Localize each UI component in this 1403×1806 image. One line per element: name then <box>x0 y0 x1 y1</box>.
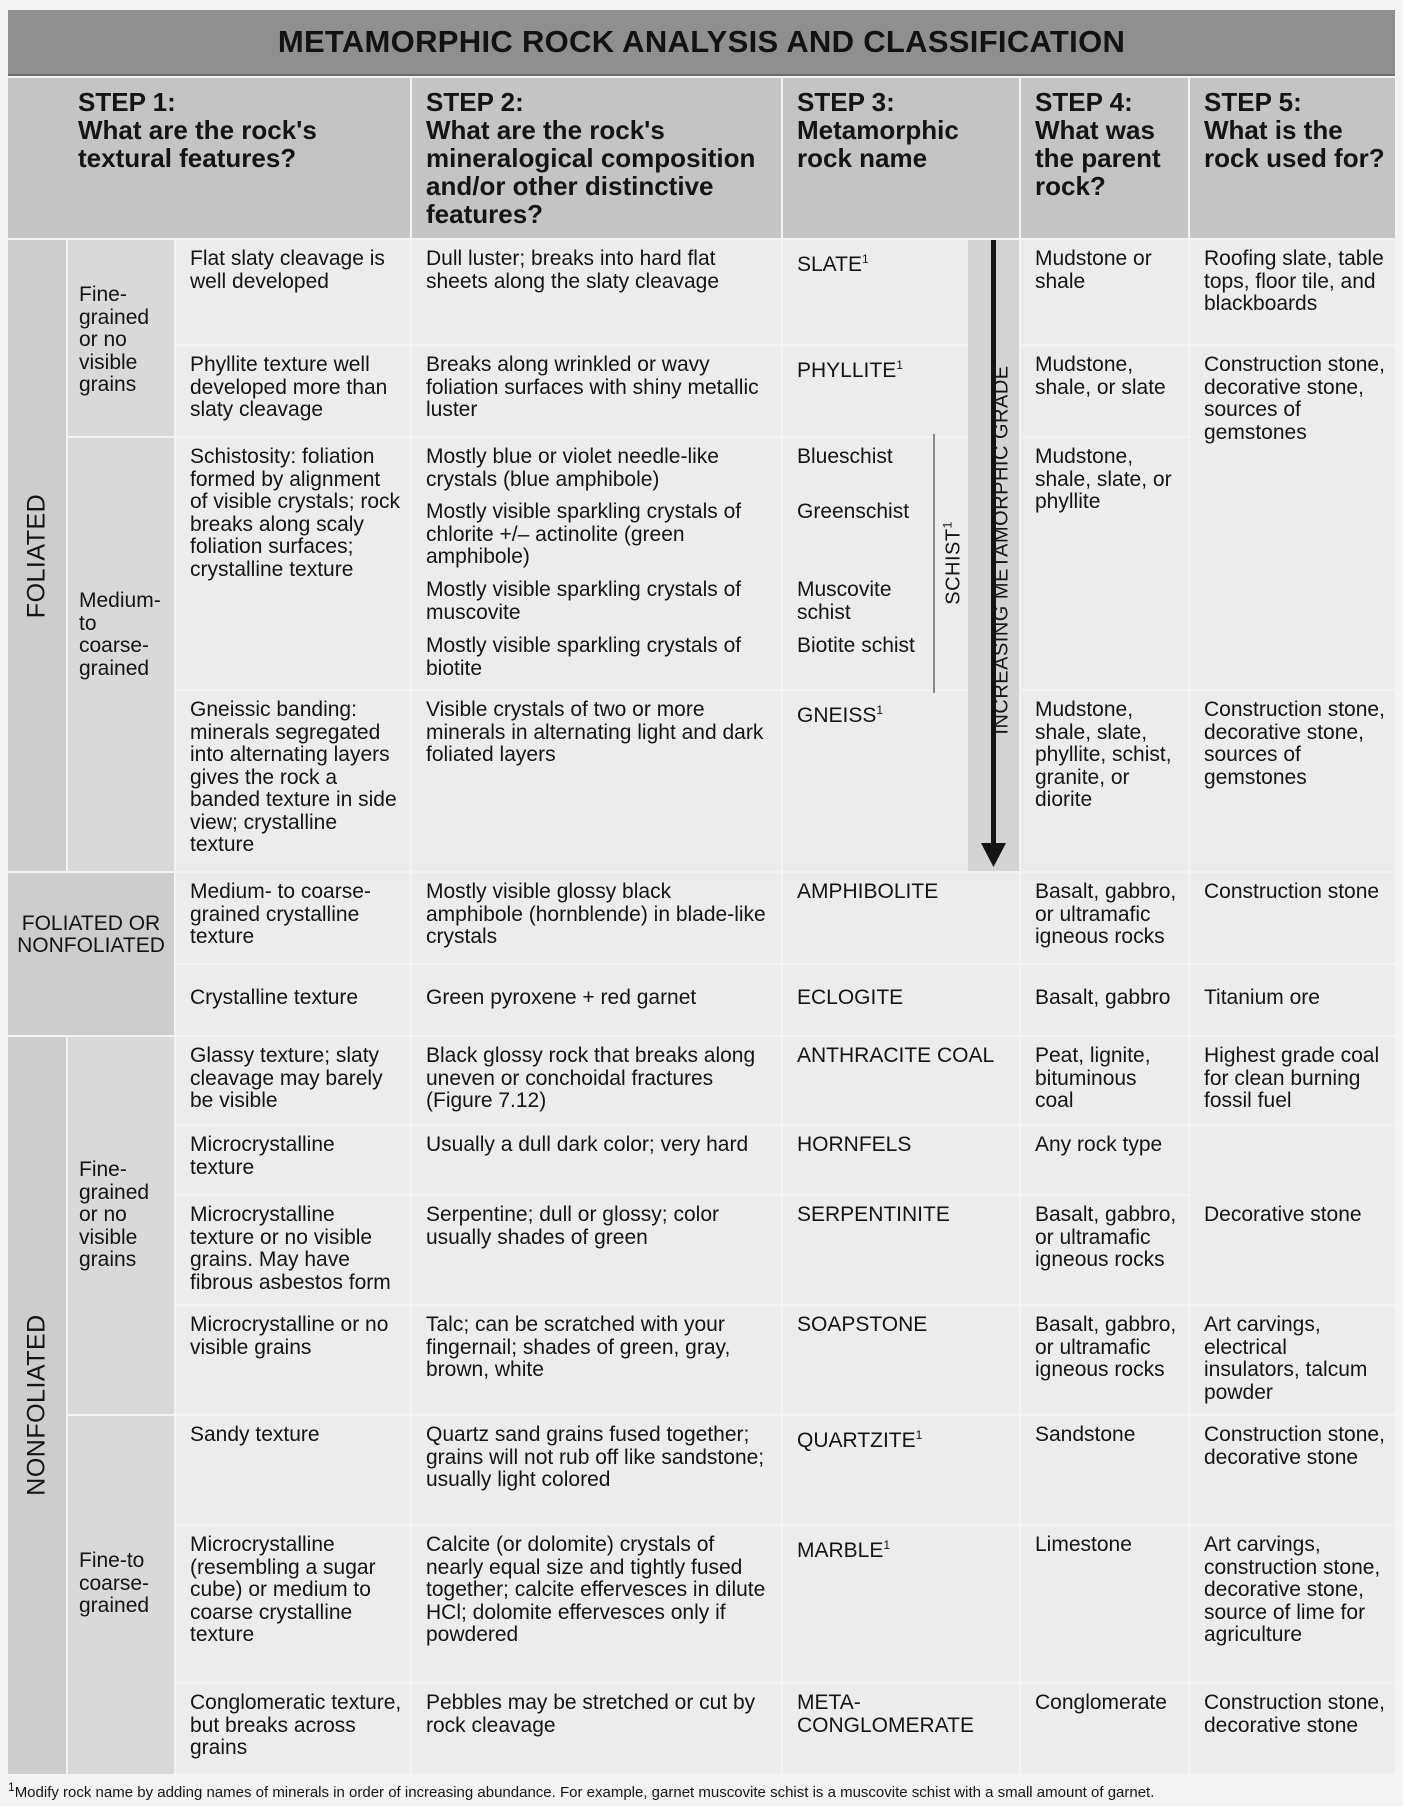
eclogite-parent: Basalt, gabbro <box>1021 965 1188 1035</box>
footnote-mark: 1 <box>883 1538 891 1552</box>
eclogite-name: ECLOGITE <box>783 965 1019 1035</box>
amphibolite-composition: Mostly visible glossy black amphibole (hornblende) in blade-like crystals <box>412 873 781 963</box>
header-step-4 <box>1021 78 1188 238</box>
footnote-mark: 1 <box>876 703 884 717</box>
header-step-1-question: What are the rock's textural features? <box>78 115 317 173</box>
muscovite-schist-name: Muscovite schist <box>797 578 892 624</box>
footnote-number: 1 <box>8 1780 15 1794</box>
marble-use: Art carvings, construction stone, decorative stone, source of lime for agriculture <box>1190 1526 1395 1682</box>
hornfels-name: HORNFELS <box>783 1126 1019 1194</box>
quartzite-name-text: QUARTZITE <box>797 1429 916 1452</box>
category-nonfoliated-label: NONFOLIATED <box>22 1314 51 1496</box>
gneiss-composition: Visible crystals of two or more minerals in alternating light and dark foliated layers <box>412 691 781 871</box>
soapstone-composition: Talc; can be scratched with your fingernail; shades of green, gray, brown, white <box>412 1306 781 1414</box>
serpentinite-parent: Basalt, gabbro, or ultramafic igneous rocks <box>1021 1196 1188 1304</box>
quartzite-texture: Sandy texture <box>176 1416 410 1524</box>
grain-fine-nonfoliated <box>68 1037 174 1414</box>
header-step-4-label: STEP 4: <box>1035 87 1133 117</box>
grain-fine-to-coarse <box>68 1416 174 1774</box>
gneiss-use: Construction stone, decorative stone, sources of gemstones <box>1190 691 1395 871</box>
header-step-5-label: STEP 5: <box>1204 87 1302 117</box>
gneiss-parent: Mudstone, shale, slate, phyllite, schist, granite, or diorite <box>1021 691 1188 871</box>
header-step-2-question: What are the rock's mineralogical composition and/or other distinctive features? <box>426 115 756 229</box>
greenschist-name: Greenschist <box>797 500 910 523</box>
eclogite-texture: Crystalline texture <box>176 965 410 1035</box>
grain-fine-to-coarse-label: Fine-to coarse-grained <box>79 1549 150 1617</box>
footnote-text: Modify rock name by adding names of minerals in order of increasing abundance. For example, garnet muscovite schist is a muscovite schist with a small amount of garnet. <box>14 1784 1155 1801</box>
anthracite-composition: Black glossy rock that breaks along uneven or conchoidal fractures (Figure 7.12) <box>412 1037 781 1124</box>
quartzite-name <box>783 1416 1019 1524</box>
schist-group-label-text: SCHIST <box>942 528 965 605</box>
phyllite-texture: Phyllite texture well developed more than slaty cleavage <box>176 346 410 436</box>
schist-texture: Schistosity: foliation formed by alignment of visible crystals; rock breaks along scaly foliation surfaces; crystalline texture <box>176 438 410 689</box>
soapstone-name: SOAPSTONE <box>783 1306 1019 1414</box>
footnote-mark: 1 <box>896 358 903 372</box>
serpentinite-texture: Microcrystalline texture or no visible grains. May have fibrous asbestos form <box>176 1196 410 1304</box>
category-foliated-or-nonfoliated-label: FOLIATED OR NONFOLIATED <box>17 912 165 957</box>
eclogite-use: Titanium ore <box>1190 965 1395 1035</box>
gneiss-texture: Gneissic banding: minerals segregated into alternating layers gives the rock a banded texture in side view; crystalline texture <box>176 691 410 871</box>
muscovite-schist-composition: Mostly visible sparkling crystals of muscovite <box>426 578 742 624</box>
phyllite-composition: Breaks along wrinkled or wavy foliation surfaces with shiny metallic luster <box>412 346 781 436</box>
biotite-schist-composition: Mostly visible sparkling crystals of biotite <box>426 634 742 680</box>
marble-name-text: MARBLE <box>797 1539 884 1562</box>
header-step-4-question: What was the parent rock? <box>1035 115 1161 201</box>
hornfels-composition: Usually a dull dark color; very hard <box>412 1126 781 1194</box>
grain-fine-foliated <box>68 240 174 436</box>
header-step-2 <box>412 78 781 238</box>
metaconglomerate-name: META-CONGLOMERATE <box>783 1684 1019 1774</box>
slate-parent: Mudstone or shale <box>1021 240 1188 344</box>
blueschist-composition: Mostly blue or violet needle-like crystals (blue amphibole) <box>426 445 719 491</box>
grain-medium-foliated-label: Medium-to coarse-grained <box>79 589 161 680</box>
increasing-grade-label: INCREASING METAMORPHIC GRADE <box>990 365 1013 735</box>
soapstone-use: Art carvings, electrical insulators, talcum powder <box>1190 1306 1395 1414</box>
schist-group-label <box>941 521 966 605</box>
marble-texture: Microcrystalline (resembling a sugar cube) or medium to coarse crystalline texture <box>176 1526 410 1682</box>
footnote-mark: 1 <box>861 252 869 266</box>
anthracite-texture: Glassy texture; slaty cleavage may barely be visible <box>176 1037 410 1124</box>
slate-texture: Flat slaty cleavage is well developed <box>176 240 410 344</box>
amphibolite-name: AMPHIBOLITE <box>783 873 1019 963</box>
amphibolite-texture: Medium- to coarse-grained crystalline texture <box>176 873 410 963</box>
metaconglomerate-composition: Pebbles may be stretched or cut by rock cleavage <box>412 1684 781 1774</box>
grain-fine-foliated-label: Fine-grained or no visible grains <box>79 283 150 396</box>
header-step-2-label: STEP 2: <box>426 87 524 117</box>
gneiss-name-text: GNEISS <box>797 704 877 727</box>
slate-name-text: SLATE <box>797 253 862 276</box>
quartzite-composition: Quartz sand grains fused together; grains will not rub off like sandstone; usually light colored <box>412 1416 781 1524</box>
amphibolite-use: Construction stone <box>1190 873 1395 963</box>
anthracite-parent: Peat, lignite, bituminous coal <box>1021 1037 1188 1124</box>
soapstone-parent: Basalt, gabbro, or ultramafic igneous rocks <box>1021 1306 1188 1414</box>
serpentinite-composition: Serpentine; dull or glossy; color usually shades of green <box>412 1196 781 1304</box>
anthracite-name: ANTHRACITE COAL <box>783 1037 1019 1124</box>
hornfels-parent: Any rock type <box>1021 1126 1188 1194</box>
category-foliated-or-nonfoliated <box>8 873 174 1035</box>
eclogite-composition: Green pyroxene + red garnet <box>412 965 781 1035</box>
slate-use: Roofing slate, table tops, floor tile, and blackboards <box>1190 240 1395 344</box>
serpentinite-name: SERPENTINITE <box>783 1196 1019 1304</box>
hornfels-texture: Microcrystalline texture <box>176 1126 410 1194</box>
blueschist-name: Blueschist <box>797 445 893 468</box>
header-step-3 <box>783 78 1019 238</box>
amphibolite-parent: Basalt, gabbro, or ultramafic igneous rocks <box>1021 873 1188 963</box>
header-step-5-question: What is the rock used for? <box>1204 115 1385 173</box>
metaconglomerate-parent: Conglomerate <box>1021 1684 1188 1774</box>
grain-medium-foliated <box>68 438 174 871</box>
table-title: METAMORPHIC ROCK ANALYSIS AND CLASSIFICATION <box>8 10 1395 76</box>
header-step-1-label: STEP 1: <box>78 87 176 117</box>
soapstone-texture: Microcrystalline or no visible grains <box>176 1306 410 1414</box>
schist-bracket-line <box>933 434 935 693</box>
marble-composition: Calcite (or dolomite) crystals of nearly equal size and tightly fused together; calcite effervesces in dilute HCl; dolomite effervesces only if powdered <box>412 1526 781 1682</box>
greenschist-composition: Mostly visible sparkling crystals of chlorite +/– actinolite (green amphibole) <box>426 500 742 568</box>
arrow-head-icon <box>981 843 1006 867</box>
phyllite-name-text: PHYLLITE <box>797 359 897 382</box>
quartzite-use: Construction stone, decorative stone <box>1190 1416 1395 1524</box>
header-step-3-question: Metamorphic rock name <box>797 115 959 173</box>
phyllite-parent: Mudstone, shale, or slate <box>1021 346 1188 436</box>
metaconglomerate-texture: Conglomeratic texture, but breaks across grains <box>176 1684 410 1774</box>
footnote-mark: 1 <box>915 1428 923 1442</box>
phyllite-use: Construction stone, decorative stone, sources of gemstones <box>1190 346 1395 689</box>
slate-composition: Dull luster; breaks into hard flat sheets along the slaty cleavage <box>412 240 781 344</box>
quartzite-parent: Sandstone <box>1021 1416 1188 1524</box>
biotite-schist-name: Biotite schist <box>797 634 915 657</box>
grain-fine-nonfoliated-label: Fine-grained or no visible grains <box>79 1158 150 1271</box>
anthracite-use: Highest grade coal for clean burning fossil fuel <box>1190 1037 1395 1124</box>
category-foliated-label: FOLIATED <box>22 493 51 619</box>
footnote-mark: 1 <box>940 521 955 529</box>
footnote <box>8 1780 1154 1801</box>
hornfels-serpentinite-use: Decorative stone <box>1190 1126 1395 1304</box>
header-step-1 <box>8 78 410 238</box>
marble-name <box>783 1526 1019 1682</box>
header-step-3-label: STEP 3: <box>797 87 895 117</box>
schist-parent: Mudstone, shale, slate, or phyllite <box>1021 438 1188 689</box>
marble-parent: Limestone <box>1021 1526 1188 1682</box>
metaconglomerate-use: Construction stone, decorative stone <box>1190 1684 1395 1774</box>
header-step-5 <box>1190 78 1395 238</box>
